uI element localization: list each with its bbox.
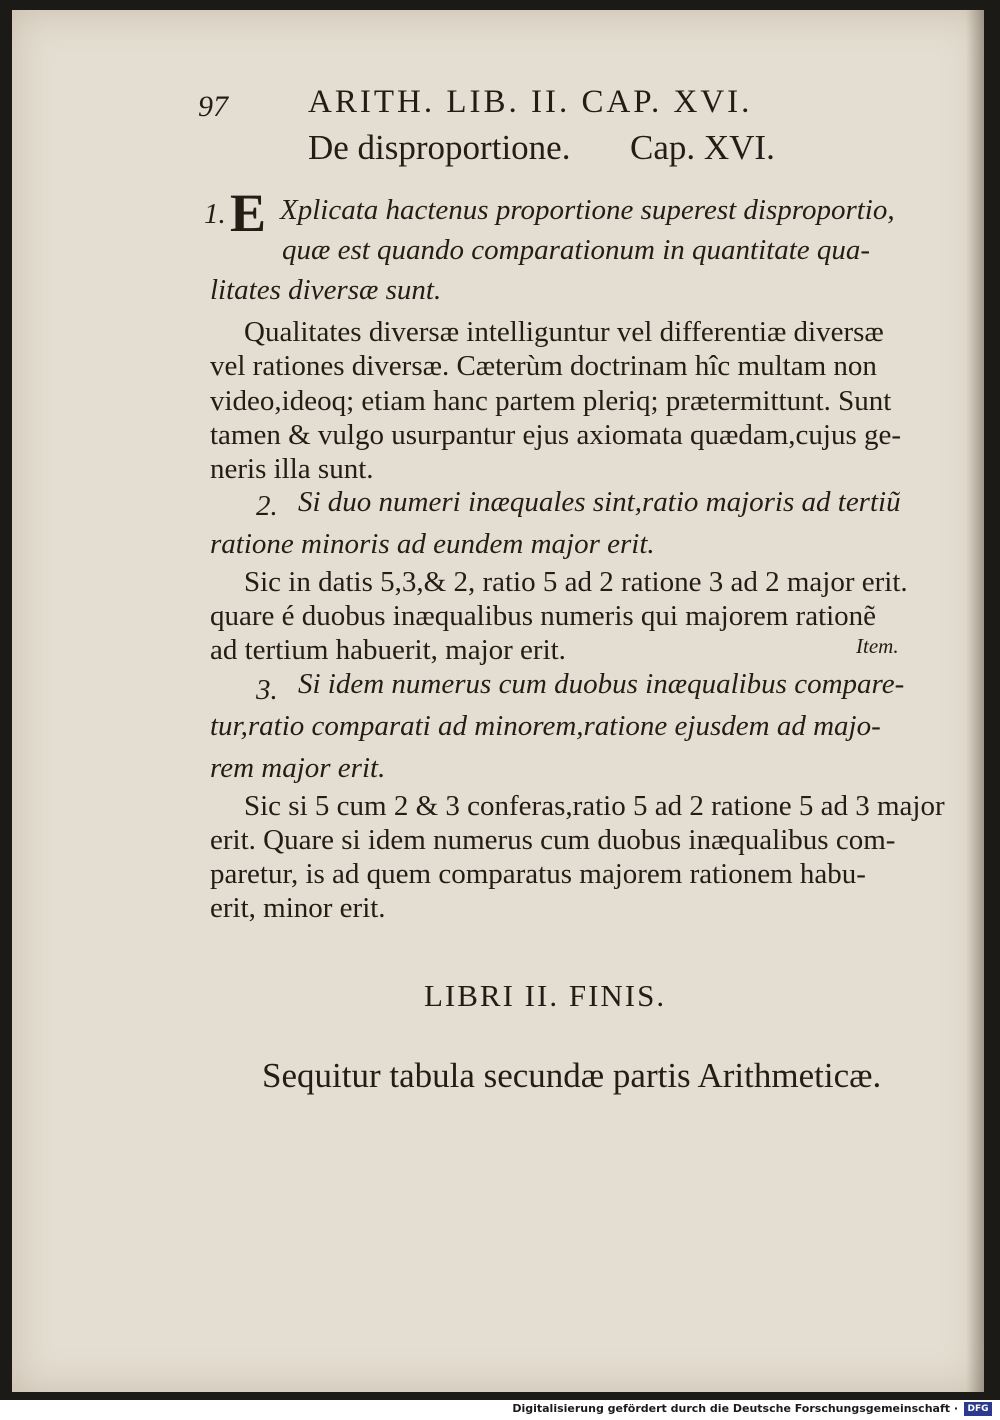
page-edge-shadow xyxy=(966,10,984,1392)
section1-line: litates diversæ sunt. xyxy=(210,274,442,306)
item-label: Item. xyxy=(856,634,899,658)
dfg-logo-icon: DFG xyxy=(964,1402,992,1416)
section2-line: Si duo numeri inæquales sint,ratio majoris ad tertiũ xyxy=(298,486,901,518)
para1-line: tamen & vulgo usurpantur ejus axiomata quædam,cujus ge- xyxy=(210,419,902,451)
digitization-credit: Digitalisierung gefördert durch die Deutsche Forschungsgemeinschaft · xyxy=(512,1402,958,1415)
book-finis: LIBRI II. FINIS. xyxy=(424,978,667,1013)
chapter-title: De disproportione. xyxy=(308,128,571,167)
para1-line: vel rationes diversæ. Cæterùm doctrinam hîc multam non xyxy=(210,350,877,382)
para2-line: quare é duobus inæqualibus numeris qui majorem rationẽ xyxy=(210,600,877,632)
section3-line: Si idem numerus cum duobus inæqualibus compare- xyxy=(298,668,905,700)
section1-line: Xplicata hactenus proportione superest disproportio, xyxy=(280,194,895,226)
para3-line: Sic si 5 cum 2 & 3 conferas,ratio 5 ad 2 ratione 5 ad 3 major xyxy=(244,790,945,822)
page-number: 97 xyxy=(198,90,228,123)
section-number-2: 2. xyxy=(256,490,278,522)
running-head: ARITH. LIB. II. CAP. XVI. xyxy=(308,84,753,120)
section2-line: ratione minoris ad eundem major erit. xyxy=(210,528,655,560)
para2-line: Sic in datis 5,3,& 2, ratio 5 ad 2 ratione 3 ad 2 major erit. xyxy=(244,566,908,598)
chapter-number: Cap. XVI. xyxy=(630,128,775,167)
section-number-1: 1. xyxy=(204,198,226,230)
sequitur-line: Sequitur tabula secundæ partis Arithmeticæ. xyxy=(262,1056,882,1095)
para1-line: neris illa sunt. xyxy=(210,453,374,485)
section-number-3: 3. xyxy=(256,674,278,706)
para3-line: paretur, is ad quem comparatus majorem rationem habu- xyxy=(210,858,866,890)
section3-line: tur,ratio comparati ad minorem,ratione ejusdem ad majo- xyxy=(210,710,881,742)
drop-cap: E xyxy=(230,183,267,243)
para1-line: Qualitates diversæ intelliguntur vel differentiæ diversæ xyxy=(244,316,884,348)
section1-line: quæ est quando comparationum in quantitate qua- xyxy=(282,234,871,266)
para3-line: erit, minor erit. xyxy=(210,892,386,924)
para2-line: ad tertium habuerit, major erit. xyxy=(210,634,566,666)
para3-line: erit. Quare si idem numerus cum duobus inæqualibus com- xyxy=(210,824,896,856)
para1-line: video,ideoq; etiam hanc partem pleriq; prætermittunt. Sunt xyxy=(210,385,892,417)
section3-line: rem major erit. xyxy=(210,752,386,784)
